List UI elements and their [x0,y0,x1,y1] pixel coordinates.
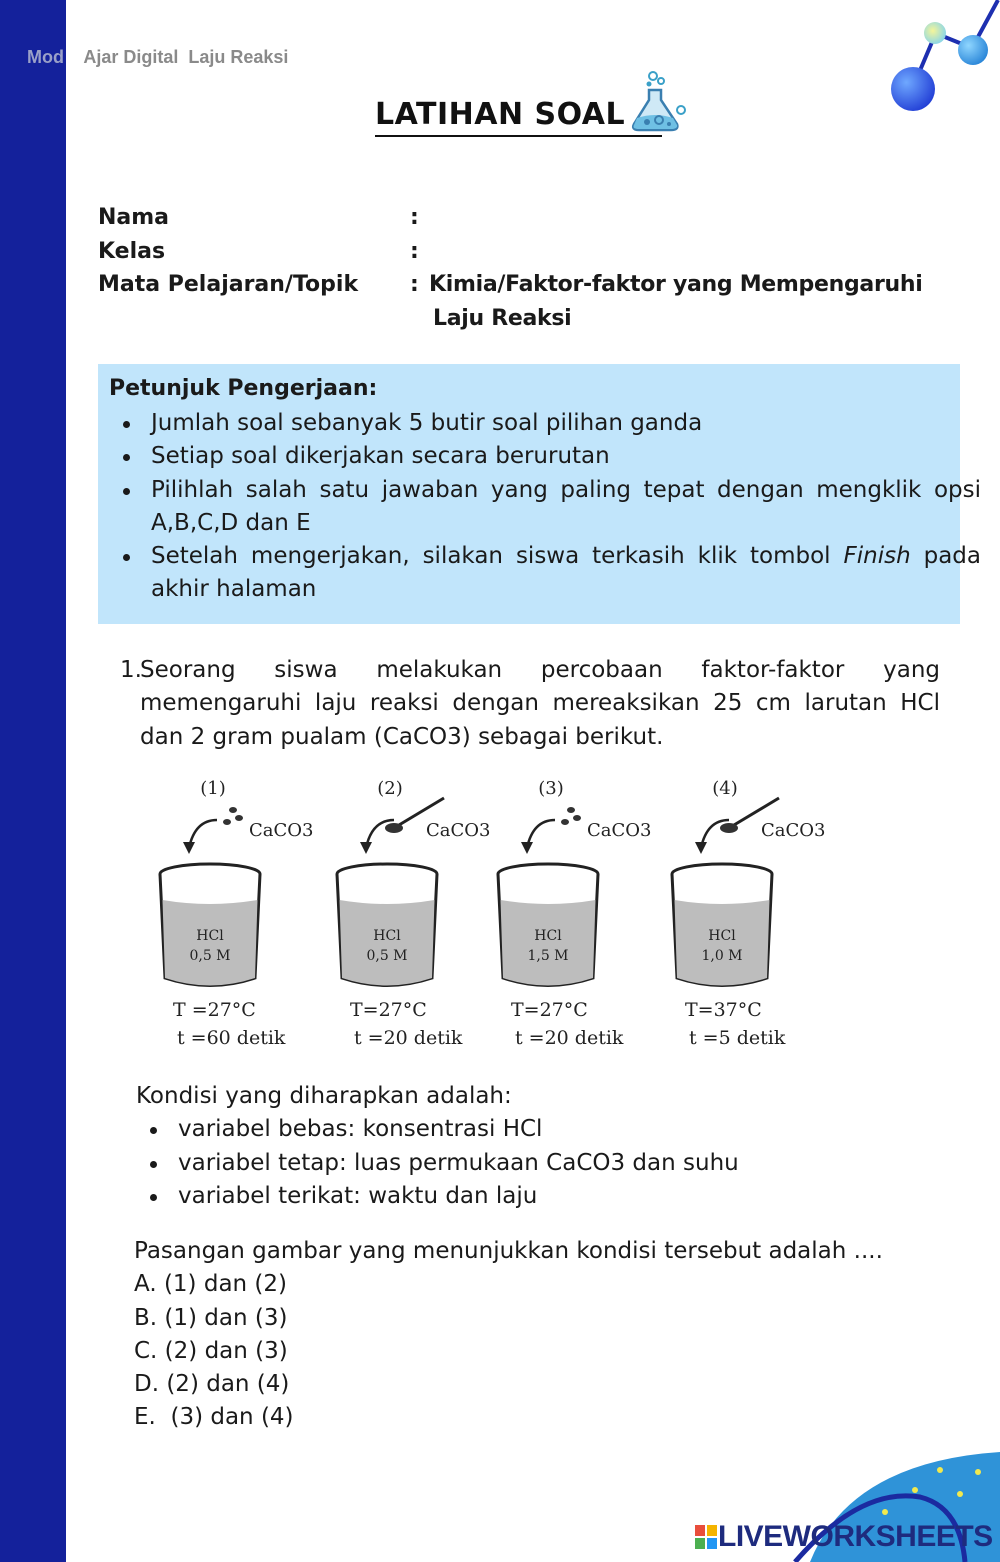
beaker-4 [672,778,826,1049]
instruction-item [151,540,981,607]
title-block [373,92,693,142]
spoon-bowl [720,823,738,833]
info-row-kelas [98,235,968,269]
info-label-kelas: Kelas [98,238,166,264]
chemistry-flask-icon [625,70,687,132]
instructions-list [109,407,981,607]
info-value-topik-continued: Laju Reaksi [433,305,572,331]
option-b[interactable]: B. (1) dan (3) [134,1304,288,1331]
solution-name: HCl [708,928,736,944]
conditions-list [136,1113,956,1213]
temperature-label: T=27°C [350,999,427,1021]
beaker-label: (1) [200,778,226,799]
info-value-topik: Kimia/Faktor-faktor yang Mempengaruhi [429,272,923,297]
beaker-label: (2) [377,778,403,799]
pellet [567,807,575,813]
liveworksheets-logo-icon [695,1525,717,1549]
solution-concentration: 1,0 M [701,948,743,964]
conditions-block [136,1080,956,1213]
conditions-intro: Kondisi yang diharapkan adalah: [136,1083,512,1109]
pellet [223,819,231,825]
pour-arrowhead [521,842,533,854]
instruction-text: Setelah mengerjakan, silakan siswa terkasih klik tombol [151,543,844,570]
temperature-label: T=37°C [685,999,762,1021]
spoon-bowl [385,823,403,833]
pour-arrowhead [360,842,372,854]
temperature-label: T =27°C [173,999,256,1021]
condition-item: variabel bebas: konsentrasi HCl [178,1113,956,1146]
beaker-2 [337,778,491,1049]
student-info [98,201,968,335]
pour-arrowhead [183,842,195,854]
pellet [561,819,569,825]
solution-name: HCl [196,928,224,944]
info-row-topik-continued [98,302,968,336]
solution-name: HCl [373,928,401,944]
solution-name: HCl [534,928,562,944]
liveworksheets-logo-text: LIVEWORKSHEETS [718,1520,993,1553]
option-e[interactable]: E. (3) dan (4) [134,1404,294,1431]
option-d[interactable]: D. (2) dan (4) [134,1371,290,1398]
info-row-nama [98,201,968,235]
molecule-decoration-icon [860,0,1000,120]
beaker-3 [498,778,652,1049]
beaker-label: (3) [538,778,564,799]
condition-item: variabel tetap: luas permukaan CaCO3 dan suhu [178,1147,956,1180]
beaker-experiment-figure [150,768,830,1058]
time-label: t =20 detik [354,1027,463,1049]
finish-keyword: Finish [843,543,911,570]
question-number: 1. [120,657,142,683]
pellet [235,815,243,821]
page-title: LATIHAN SOAL [375,97,626,132]
info-row-topik [98,268,968,302]
reagent-formula: CaCO3 [426,820,491,841]
option-c[interactable]: C. (2) dan (3) [134,1337,288,1364]
solution-concentration: 0,5 M [366,948,408,964]
module-header [27,47,288,68]
info-label-topik: Mata Pelajaran/Topik [98,272,359,297]
question-prompt: Pasangan gambar yang menunjukkan kondisi tersebut adalah .... [134,1238,883,1264]
condition-item: variabel terikat: waktu dan laju [178,1180,956,1213]
option-a[interactable]: A. (1) dan (2) [134,1271,288,1298]
instruction-text: pada akhir halaman [151,543,981,603]
instruction-item: Pilihlah salah satu jawaban yang paling tepat dengan mengklik opsi A,B,C,D dan E [151,474,981,541]
info-colon: : [410,238,419,264]
module-header-prefix: Mod [27,47,64,67]
left-sidebar-band [0,0,66,1562]
pellet [573,815,581,821]
answer-section [134,1235,964,1435]
beaker-group [160,778,826,1049]
title-underline [375,135,662,137]
info-colon: : [410,272,419,297]
instructions-title: Petunjuk Pengerjaan: [109,376,378,401]
info-label-nama: Nama [98,205,170,230]
info-colon: : [410,205,419,230]
reagent-formula: CaCO3 [249,820,314,841]
solution-concentration: 1,5 M [527,948,569,964]
beaker-label: (4) [712,778,738,799]
time-label: t =60 detik [177,1027,286,1049]
reagent-formula: CaCO3 [587,820,652,841]
temperature-label: T=27°C [511,999,588,1021]
solution-concentration: 0,5 M [189,948,231,964]
module-header-title: Ajar Digital Laju Reaksi [83,47,289,67]
instructions-box [98,364,981,624]
time-label: t =20 detik [515,1027,624,1049]
reagent-formula: CaCO3 [761,820,826,841]
instruction-item: Setiap soal dikerjakan secara berurutan [151,440,981,473]
instruction-item: Jumlah soal sebanyak 5 butir soal pilihan ganda [151,407,981,440]
beaker-1 [160,778,314,1049]
question-text: Seorang siswa melakukan percobaan faktor-faktor yang memengaruhi laju reaksi dengan mereaksikan 25 cm larutan HCl dan 2 gram pualam (CaCO3) sebagai berikut. [140,657,940,750]
liveworksheets-logo[interactable] [695,1520,993,1554]
pellet [229,807,237,813]
time-label: t =5 detik [689,1027,786,1049]
pour-arrowhead [695,842,707,854]
